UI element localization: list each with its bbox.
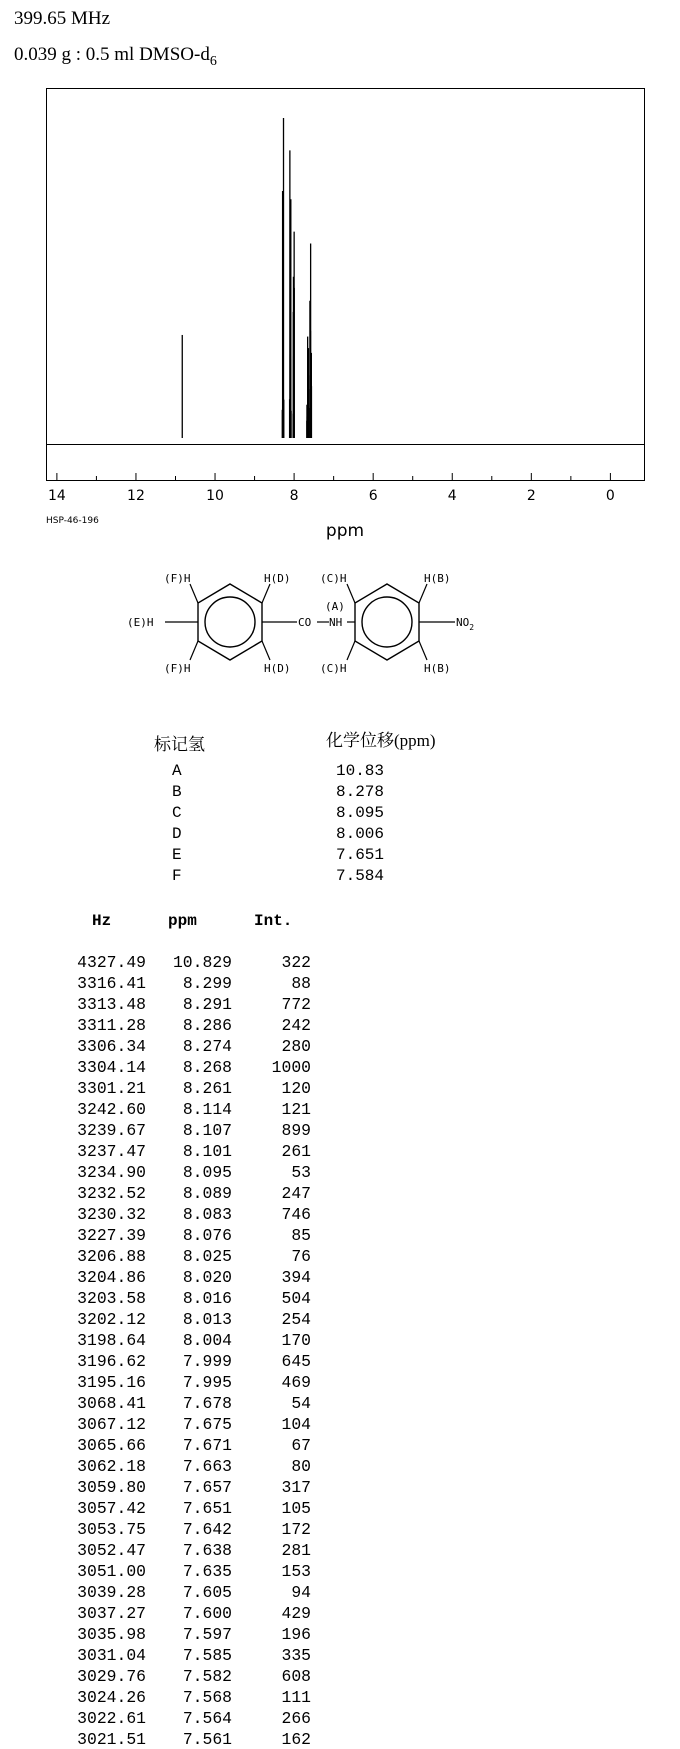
peak-ppm-cell: 8.013 — [182, 1310, 232, 1329]
peak-ppm-cell: 7.999 — [182, 1352, 232, 1371]
peak-int-cell: 608 — [281, 1667, 311, 1686]
peak-int-cell: 335 — [281, 1646, 311, 1665]
peak-hz-cell: 3230.32 — [77, 1205, 146, 1224]
peak-int-cell: 242 — [281, 1016, 311, 1035]
nitro-subscript: 2 — [469, 623, 475, 632]
peak-int-cell: 469 — [281, 1373, 311, 1392]
peak-ppm-cell: 8.261 — [182, 1079, 232, 1098]
peak-hz-cell: 3206.88 — [77, 1247, 146, 1266]
nitro-text: NO — [456, 616, 470, 629]
peak-hz-cell: 3051.00 — [77, 1562, 146, 1581]
peak-int-cell: 322 — [281, 953, 311, 972]
peak-hz-cell: 3204.86 — [77, 1268, 146, 1287]
assignment-shift-cell: 10.83 — [335, 762, 384, 780]
peak-hz-cell: 3037.27 — [77, 1604, 146, 1623]
x-tick-label: 4 — [447, 488, 457, 504]
peak-int-cell: 111 — [281, 1688, 311, 1707]
peak-int-cell: 317 — [281, 1478, 311, 1497]
peak-hz-cell: 3065.66 — [77, 1436, 146, 1455]
peak-hz-cell: 3022.61 — [77, 1709, 146, 1728]
nitrophenyl-ring — [355, 584, 419, 660]
peak-ppm-cell: 7.597 — [182, 1625, 232, 1644]
peak-int-cell: 254 — [281, 1310, 311, 1329]
linker-co: CO — [298, 616, 312, 629]
peak-int-cell: 172 — [281, 1520, 311, 1539]
peak-int-cell: 429 — [281, 1604, 311, 1623]
peak-ppm-cell: 7.561 — [182, 1730, 232, 1749]
spectrum-code: HSP-46-196 — [46, 516, 99, 526]
peak-hz-cell: 3196.62 — [77, 1352, 146, 1371]
peak-ppm-cell: 8.114 — [182, 1100, 232, 1119]
benzoyl-ring — [198, 584, 262, 660]
assignment-shift-cell: 8.095 — [335, 804, 384, 822]
peak-hz-cell: 3052.47 — [77, 1541, 146, 1560]
peak-int-cell: 104 — [281, 1415, 311, 1434]
linker-nh: NH — [329, 616, 343, 629]
peak-hz-cell: 3316.41 — [77, 974, 146, 993]
peak-hz-cell: 3301.21 — [77, 1079, 146, 1098]
peak-int-cell: 261 — [281, 1142, 311, 1161]
assignment-header-label: 标记氢 — [154, 735, 205, 754]
peak-hz-cell: 3198.64 — [77, 1331, 146, 1350]
peak-hz-cell: 3311.28 — [77, 1016, 146, 1035]
peak-ppm-cell: 7.642 — [182, 1520, 232, 1539]
peak-ppm-cell: 8.083 — [182, 1205, 232, 1224]
peak-int-cell: 899 — [281, 1121, 311, 1140]
assignment-shift-cell: 8.006 — [335, 825, 384, 843]
peak-ppm-cell: 7.671 — [182, 1436, 232, 1455]
peak-ppm-cell: 8.101 — [182, 1142, 232, 1161]
peak-int-cell: 105 — [281, 1499, 311, 1518]
peak-ppm-cell: 8.268 — [182, 1058, 232, 1077]
assignment-label-cell: F — [172, 867, 182, 885]
x-axis-ticks — [48, 473, 615, 504]
peak-hz-cell: 3039.28 — [77, 1583, 146, 1602]
peak-int-cell: 67 — [291, 1436, 311, 1455]
label-f-bottom: (F)H — [164, 662, 191, 675]
peak-hz-cell: 3031.04 — [77, 1646, 146, 1665]
peak-int-cell: 170 — [281, 1331, 311, 1350]
peak-int-cell: 120 — [281, 1079, 311, 1098]
peak-int-cell: 162 — [281, 1730, 311, 1749]
x-tick-label: 2 — [526, 488, 536, 504]
peak-ppm-cell: 8.020 — [182, 1268, 232, 1287]
peak-hz-cell: 3059.80 — [77, 1478, 146, 1497]
peak-hz-cell: 3021.51 — [77, 1730, 146, 1749]
peak-int-cell: 281 — [281, 1541, 311, 1560]
assignment-label-cell: A — [172, 762, 182, 780]
assignment-label-cell: B — [172, 783, 182, 801]
x-tick-label: 6 — [368, 488, 378, 504]
x-axis-label: ppm — [325, 521, 365, 540]
peak-ppm-cell: 8.107 — [182, 1121, 232, 1140]
peak-int-cell: 772 — [281, 995, 311, 1014]
peak-hz-cell: 3313.48 — [77, 995, 146, 1014]
label-b-bottom: H(B) — [424, 662, 451, 675]
peak-hz-cell: 3029.76 — [77, 1667, 146, 1686]
peak-ppm-cell: 7.605 — [182, 1583, 232, 1602]
peak-int-cell: 94 — [291, 1583, 311, 1602]
assignment-label-cell: D — [172, 825, 182, 843]
peak-ppm-cell: 7.675 — [182, 1415, 232, 1434]
peak-series — [182, 118, 311, 438]
peak-ppm-cell: 7.651 — [182, 1499, 232, 1518]
peak-ppm-cell: 8.095 — [182, 1163, 232, 1182]
label-d-bottom: H(D) — [264, 662, 291, 675]
peak-int-cell: 54 — [291, 1394, 311, 1413]
peak-int-cell: 645 — [281, 1352, 311, 1371]
assignment-label-cell: C — [172, 804, 182, 822]
peak-ppm-cell: 7.995 — [182, 1373, 232, 1392]
peak-int-cell: 76 — [291, 1247, 311, 1266]
peak-ppm-cell: 8.274 — [182, 1037, 232, 1056]
nmr-spectrum-chart — [0, 0, 680, 540]
label-c-bottom: (C)H — [320, 662, 347, 675]
peak-int-cell: 247 — [281, 1184, 311, 1203]
peak-ppm-cell: 8.291 — [182, 995, 232, 1014]
peak-ppm-cell: 8.004 — [182, 1331, 232, 1350]
peak-ppm-cell: 8.025 — [182, 1247, 232, 1266]
peak-ppm-cell: 10.829 — [172, 953, 232, 972]
x-tick-label: 14 — [47, 488, 66, 504]
x-tick-label: 0 — [605, 488, 615, 504]
peak-int-cell: 266 — [281, 1709, 311, 1728]
peak-hz-cell: 3068.41 — [77, 1394, 146, 1413]
peak-int-cell: 53 — [291, 1163, 311, 1182]
peak-hz-cell: 3035.98 — [77, 1625, 146, 1644]
peak-hz-cell: 3203.58 — [77, 1289, 146, 1308]
peak-int-cell: 280 — [281, 1037, 311, 1056]
peak-ppm-cell: 7.564 — [182, 1709, 232, 1728]
peak-hz-cell: 3237.47 — [77, 1142, 146, 1161]
peak-int-cell: 196 — [281, 1625, 311, 1644]
peak-hz-cell: 3057.42 — [77, 1499, 146, 1518]
peak-hz-cell: 4327.49 — [77, 953, 146, 972]
peak-ppm-cell: 7.585 — [182, 1646, 232, 1665]
label-c-top: (C)H — [320, 572, 347, 585]
peak-hz-cell: 3062.18 — [77, 1457, 146, 1476]
x-tick-label: 10 — [206, 488, 224, 504]
peak-ppm-cell: 7.638 — [182, 1541, 232, 1560]
peak-header-ppm: ppm — [168, 912, 197, 930]
peak-hz-cell: 3227.39 — [77, 1226, 146, 1245]
peak-ppm-cell: 8.286 — [182, 1016, 232, 1035]
assignment-label-cell: E — [172, 846, 182, 864]
peak-ppm-cell: 7.600 — [182, 1604, 232, 1623]
label-b-top: H(B) — [424, 572, 451, 585]
label-d-top: H(D) — [264, 572, 291, 585]
peak-int-cell: 88 — [291, 974, 311, 993]
label-a: (A) — [325, 600, 345, 613]
peak-ppm-cell: 8.016 — [182, 1289, 232, 1308]
label-f-top: (F)H — [164, 572, 191, 585]
assignment-shift-cell: 7.584 — [335, 867, 384, 885]
peak-ppm-cell: 7.657 — [182, 1478, 232, 1497]
plot-frame — [47, 89, 645, 481]
peak-hz-cell: 3024.26 — [77, 1688, 146, 1707]
spectrometer-frequency: 399.65 MHz — [14, 8, 111, 29]
peak-hz-cell: 3239.67 — [77, 1121, 146, 1140]
peak-int-cell: 504 — [281, 1289, 311, 1308]
peak-hz-cell: 3202.12 — [77, 1310, 146, 1329]
peak-hz-cell: 3304.14 — [77, 1058, 146, 1077]
peak-ppm-cell: 7.663 — [182, 1457, 232, 1476]
peak-hz-cell: 3232.52 — [77, 1184, 146, 1203]
sample-subscript: 6 — [209, 53, 217, 69]
molecule-structure — [110, 560, 530, 730]
peak-header-int: Int. — [254, 912, 293, 930]
peak-hz-cell: 3053.75 — [77, 1520, 146, 1539]
peak-ppm-cell: 8.089 — [182, 1184, 232, 1203]
peak-ppm-cell: 7.635 — [182, 1562, 232, 1581]
x-tick-label: 8 — [289, 488, 299, 504]
peak-hz-cell: 3234.90 — [77, 1163, 146, 1182]
peak-int-cell: 1000 — [271, 1058, 311, 1077]
assignment-header-shift: 化学位移(ppm) — [326, 731, 436, 750]
peak-int-cell: 153 — [281, 1562, 311, 1581]
peak-hz-cell: 3067.12 — [77, 1415, 146, 1434]
peak-int-cell: 746 — [281, 1205, 311, 1224]
peak-int-cell: 80 — [291, 1457, 311, 1476]
peak-ppm-cell: 7.582 — [182, 1667, 232, 1686]
peak-int-cell: 121 — [281, 1100, 311, 1119]
x-tick-label: 12 — [127, 488, 145, 504]
peak-int-cell: 394 — [281, 1268, 311, 1287]
peak-hz-cell: 3195.16 — [77, 1373, 146, 1392]
peak-int-cell: 85 — [291, 1226, 311, 1245]
peak-hz-cell: 3242.60 — [77, 1100, 146, 1119]
peak-ppm-cell: 8.299 — [182, 974, 232, 993]
label-e: (E)H — [127, 616, 154, 629]
peak-hz-cell: 3306.34 — [77, 1037, 146, 1056]
peak-ppm-cell: 7.568 — [182, 1688, 232, 1707]
nitro-group — [456, 616, 474, 632]
peak-ppm-cell: 8.076 — [182, 1226, 232, 1245]
sample-main-text: 0.039 g : 0.5 ml DMSO-d — [14, 44, 210, 65]
assignment-shift-cell: 8.278 — [335, 783, 384, 801]
assignment-shift-cell: 7.651 — [335, 846, 384, 864]
peak-header-hz: Hz — [92, 912, 112, 930]
peak-ppm-cell: 7.678 — [182, 1394, 232, 1413]
